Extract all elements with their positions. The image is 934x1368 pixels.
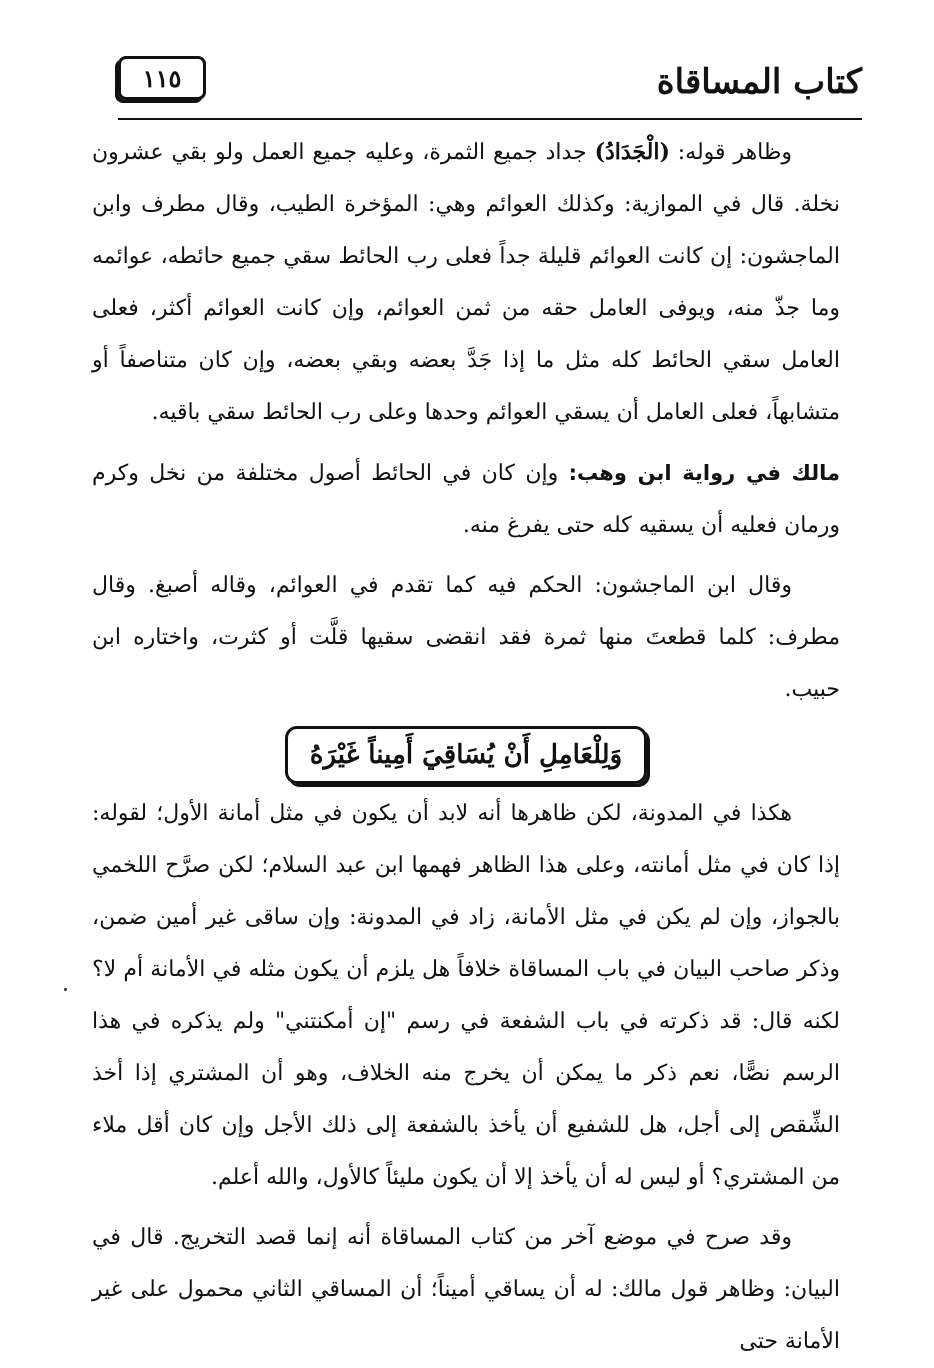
paragraph-5: وقد صرح في موضع آخر من كتاب المساقاة أنه إنما قصد التخريج. قال في البيان: وظاهر قول مالك: له أن يساقي أميناً؛ أن المساقي الثاني محمول على غير الأمانة حتى — [92, 1225, 840, 1354]
paragraph-3: وقال ابن الماجشون: الحكم فيه كما تقدم في العوائم، وقاله أصبغ. وقال مطرف: كلما قطعتَ منها ثمرة فقد انقضى سقيها قلَّت أو كثرت، واختاره ابن حبيب. — [92, 573, 840, 702]
spacer — [92, 439, 840, 447]
body-text — [92, 126, 840, 1368]
section-heading: وَلِلْعَامِلِ أَنْ يُسَاقِيَ أَمِيناً غَيْرَهُ — [285, 726, 647, 784]
margin-speck — [64, 988, 67, 991]
paragraph-1-text: جداد جميع الثمرة، وعليه جميع العمل ولو بقي عشرون نخلة. قال في الموازية: وكذلك العوائم وهي: المؤخرة الطيب، وقال مطرف وابن الماجشون: إن كانت العوائم قليلة جداً فعلى رب الحائط سقي جميع حائطه، عوائمه وما جذّ منه، ويوفى العامل حقه من ثمن العوائم، وإن كانت العوائم أكثر، فعلى العامل سقي الحائط كله مثل ما إذا جَدَّ بعضه وبقي بعضه، وإن كان متناصفاً أو متشابهاً، فعلى العامل أن يسقي العوائم وحدها وعلى رب الحائط سقي باقيه. — [92, 140, 840, 425]
paragraph-1-term: (الْجَدَادُ) — [594, 139, 670, 165]
page-header — [118, 52, 862, 124]
section-heading-wrap — [92, 726, 840, 784]
paragraph-4: هكذا في المدونة، لكن ظاهرها أنه لابد أن يكون في مثل أمانة الأول؛ لقوله: إذا كان في مثل أمانته، وعلى هذا الظاهر فهمها ابن عبد السلام؛ لكن صرَّح اللخمي بالجواز، وإن لم يكن في مثل الأمانة، زاد في المدونة: وإن ساقى غير أمين ضمن، وذكر صاحب البيان في باب المساقاة خلافاً هل يلزم أن يكون مثله في الأمانة أم لا؟ لكنه قال: قد ذكرته في باب الشفعة في رسم "إن أمكنتني" ولم يذكره في هذا الرسم نصًّا، نعم ذكر ما يمكن أن يخرج منه الخلاف، وهو أن المشتري إذا أخذ الشِّقص إلى أجل، هل للشفيع أن يأخذ بالشفعة إلى ذلك الأجل وإن كان أقل ملاء من المشتري؟ أو ليس له أن يأخذ إلا أن يكون مليئاً كالأول، والله أعلم. — [92, 801, 840, 1190]
header-rule — [118, 118, 862, 120]
paragraph-2-text: وإن كان في الحائط أصول مختلفة من نخل وكرم ورمان فعليه أن يسقيه كله حتى يفرغ منه. — [92, 461, 840, 538]
paragraph-1 — [92, 126, 840, 439]
spacer — [92, 552, 840, 560]
running-title: كتاب المساقاة — [656, 62, 862, 102]
paragraph-1-lead: وظاهر قوله: — [669, 140, 793, 165]
page-number: ١١٥ — [118, 56, 206, 100]
paragraph-2-term: مالك في رواية ابن وهب: — [568, 461, 840, 485]
paragraph-2 — [92, 447, 840, 552]
spacer — [92, 1204, 840, 1212]
